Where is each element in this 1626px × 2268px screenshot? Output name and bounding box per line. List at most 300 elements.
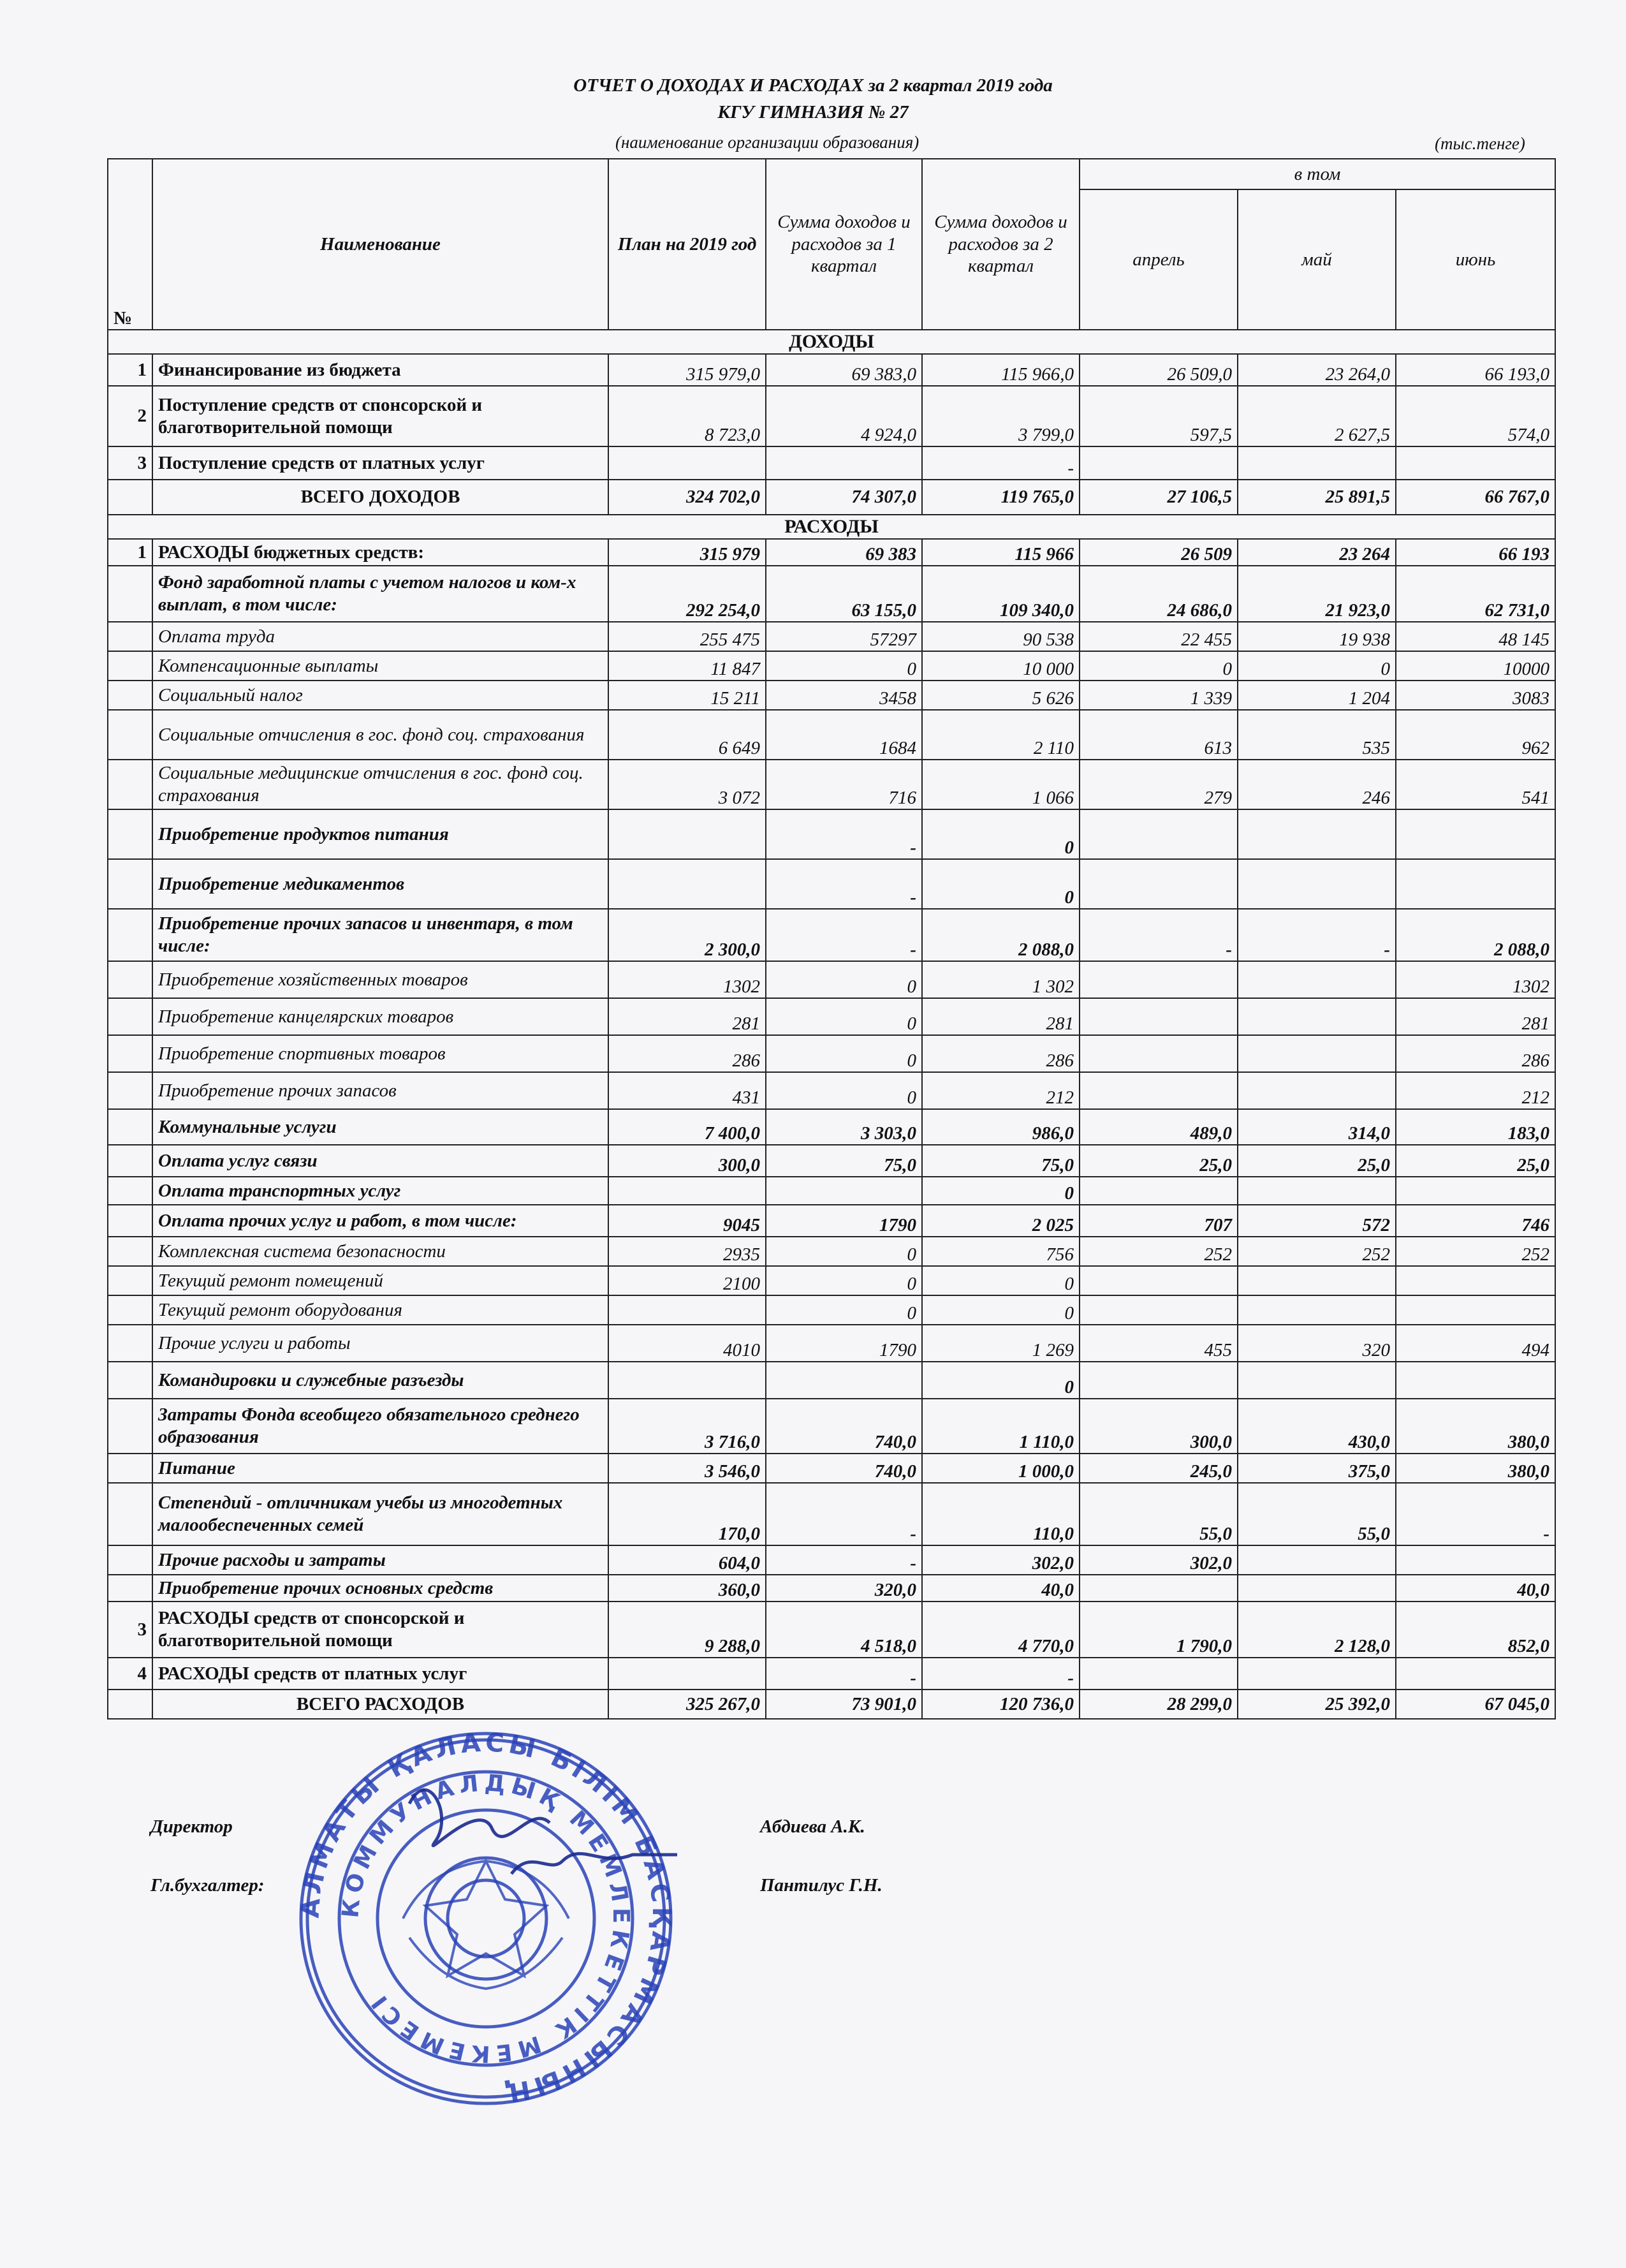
row-number [108, 1454, 152, 1483]
cell-q1 [766, 1177, 922, 1205]
cell-q2: 0 [922, 1362, 1080, 1399]
cell-apr [1080, 1177, 1238, 1205]
expense-row [108, 1325, 1555, 1362]
cell-jun: 62 731,0 [1396, 566, 1555, 622]
cell-plan: 2100 [608, 1266, 766, 1295]
income-total-q1: 74 307,0 [766, 480, 922, 515]
official-stamp [295, 1727, 677, 2110]
cell-q2: 1 066 [922, 760, 1080, 809]
cell-q1: 320,0 [766, 1575, 922, 1602]
cell-jun: - [1396, 1483, 1555, 1545]
cell-jun [1396, 446, 1555, 480]
cell-q1: 75,0 [766, 1145, 922, 1177]
row-number [108, 859, 152, 909]
cell-jun: 252 [1396, 1237, 1555, 1266]
cell-apr: 489,0 [1080, 1109, 1238, 1145]
row-number [108, 681, 152, 710]
row-number [108, 1109, 152, 1145]
cell-plan: 11 847 [608, 651, 766, 681]
cell-may [1238, 1295, 1396, 1325]
cell-may: 2 627,5 [1238, 386, 1396, 446]
cell-apr [1080, 961, 1238, 998]
cell-apr: 26 509,0 [1080, 354, 1238, 386]
cell-q1: 1790 [766, 1325, 922, 1362]
cell-jun: 494 [1396, 1325, 1555, 1362]
unit-label: (тыс.тенге) [1435, 134, 1525, 153]
row-number [108, 566, 152, 622]
income-total-row [108, 480, 1555, 515]
cell-q2: 1 269 [922, 1325, 1080, 1362]
cell-plan: 292 254,0 [608, 566, 766, 622]
row-name: Приобретение продуктов питания [152, 809, 608, 859]
cell-plan: 4010 [608, 1325, 766, 1362]
cell-apr [1080, 998, 1238, 1035]
row-name: Оплата услуг связи [152, 1145, 608, 1177]
cell-plan: 3 716,0 [608, 1399, 766, 1454]
cell-q2: 2 110 [922, 710, 1080, 760]
cell-jun: 66 193,0 [1396, 354, 1555, 386]
cell-jun: 541 [1396, 760, 1555, 809]
cell-q1: 69 383,0 [766, 354, 922, 386]
expense-total-row [108, 1690, 1555, 1719]
cell-plan: 1302 [608, 961, 766, 998]
cell-jun: 25,0 [1396, 1145, 1555, 1177]
expense-row [108, 1602, 1555, 1658]
row-name: Коммунальные услуги [152, 1109, 608, 1145]
cell-may: 430,0 [1238, 1399, 1396, 1454]
cell-apr: 707 [1080, 1205, 1238, 1237]
cell-plan [608, 1362, 766, 1399]
header-q2: Сумма доходов и расходов за 2 квартал [922, 159, 1080, 330]
cell-plan [608, 1295, 766, 1325]
income-total-jun: 66 767,0 [1396, 480, 1555, 515]
cell-may [1238, 1266, 1396, 1295]
row-name: Степендий - отличникам учебы из многодетных малообеспеченных семей [152, 1483, 608, 1545]
row-number [108, 1295, 152, 1325]
cell-apr [1080, 1035, 1238, 1072]
cell-jun: 48 145 [1396, 622, 1555, 651]
cell-plan [608, 1658, 766, 1690]
cell-q1 [766, 446, 922, 480]
cell-jun [1396, 1545, 1555, 1575]
cell-q1: 4 518,0 [766, 1602, 922, 1658]
cell-q1: 0 [766, 961, 922, 998]
income-section-label: ДОХОДЫ [108, 330, 1555, 354]
cell-plan: 9045 [608, 1205, 766, 1237]
cell-apr: 455 [1080, 1325, 1238, 1362]
cell-plan: 2935 [608, 1237, 766, 1266]
row-name: Оплата прочих услуг и работ, в том числе: [152, 1205, 608, 1237]
cell-jun: 746 [1396, 1205, 1555, 1237]
expense-row [108, 1072, 1555, 1109]
row-name: Компенсационные выплаты [152, 651, 608, 681]
cell-q1: 0 [766, 1035, 922, 1072]
cell-plan: 2 300,0 [608, 909, 766, 961]
income-total-may: 25 891,5 [1238, 480, 1396, 515]
cell-q2: 3 799,0 [922, 386, 1080, 446]
row-name: Фонд заработной платы с учетом налогов и ком-х выплат, в том числе: [152, 566, 608, 622]
cell-plan: 360,0 [608, 1575, 766, 1602]
cell-apr [1080, 1658, 1238, 1690]
row-number [108, 622, 152, 651]
cell-q2: 0 [922, 809, 1080, 859]
cell-q1: - [766, 1545, 922, 1575]
cell-may [1238, 998, 1396, 1035]
cell-may [1238, 1072, 1396, 1109]
row-name: Оплата транспортных услуг [152, 1177, 608, 1205]
row-name: РАСХОДЫ средств от платных услуг [152, 1658, 608, 1690]
expense-row [108, 1035, 1555, 1072]
expense-row [108, 1295, 1555, 1325]
cell-q2: 5 626 [922, 681, 1080, 710]
cell-plan: 315 979 [608, 539, 766, 566]
cell-may [1238, 961, 1396, 998]
cell-plan: 255 475 [608, 622, 766, 651]
row-number [108, 998, 152, 1035]
cell-q2: 986,0 [922, 1109, 1080, 1145]
accountant-name: Пантилус Г.Н. [760, 1875, 883, 1896]
cell-may: 1 204 [1238, 681, 1396, 710]
cell-q2: 2 025 [922, 1205, 1080, 1237]
header-no: № [108, 159, 152, 330]
cell-jun: 286 [1396, 1035, 1555, 1072]
report-title: ОТЧЕТ О ДОХОДАХ И РАСХОДАХ за 2 квартал 2019 года [573, 75, 1053, 96]
expense-row [108, 1362, 1555, 1399]
stamp-outer-text: АЛМАТЫ ҚАЛАСЫ БІЛІМ БАСҚАРМАСЫНЫҢ [295, 1728, 677, 2109]
cell-may: 23 264,0 [1238, 354, 1396, 386]
cell-q2: 109 340,0 [922, 566, 1080, 622]
cell-may [1238, 1658, 1396, 1690]
expense-row [108, 998, 1555, 1035]
row-name: Командировки и служебные разъезды [152, 1362, 608, 1399]
cell-plan: 431 [608, 1072, 766, 1109]
row-number [108, 909, 152, 961]
row-name: Финансирование из бюджета [152, 354, 608, 386]
cell-plan: 170,0 [608, 1483, 766, 1545]
row-number [108, 1362, 152, 1399]
row-name: Приобретение прочих запасов и инвентаря, в том числе: [152, 909, 608, 961]
cell-may: 375,0 [1238, 1454, 1396, 1483]
organization-name: КГУ ГИМНАЗИЯ № 27 [717, 102, 909, 122]
row-number [108, 1072, 152, 1109]
row-number [108, 1483, 152, 1545]
expense-row [108, 1177, 1555, 1205]
cell-may [1238, 809, 1396, 859]
cell-q1: 3 303,0 [766, 1109, 922, 1145]
row-number: 2 [108, 386, 152, 446]
income-section [108, 330, 1555, 354]
cell-may [1238, 446, 1396, 480]
cell-may: 572 [1238, 1205, 1396, 1237]
expense-row [108, 1658, 1555, 1690]
cell-q2: 90 538 [922, 622, 1080, 651]
row-number [108, 1266, 152, 1295]
row-name: Оплата труда [152, 622, 608, 651]
cell-q1: 1790 [766, 1205, 922, 1237]
cell-plan: 3 546,0 [608, 1454, 766, 1483]
cell-jun: 66 193 [1396, 539, 1555, 566]
cell-plan: 315 979,0 [608, 354, 766, 386]
row-name: РАСХОДЫ средств от спонсорской и благотворительной помощи [152, 1602, 608, 1658]
cell-q1: - [766, 1483, 922, 1545]
expense-row [108, 622, 1555, 651]
row-number [108, 1690, 152, 1719]
cell-plan: 281 [608, 998, 766, 1035]
cell-q2: - [922, 1658, 1080, 1690]
cell-jun [1396, 1362, 1555, 1399]
expense-row [108, 1454, 1555, 1483]
cell-plan: 7 400,0 [608, 1109, 766, 1145]
cell-plan: 8 723,0 [608, 386, 766, 446]
cell-apr [1080, 809, 1238, 859]
cell-jun: 852,0 [1396, 1602, 1555, 1658]
row-name: Питание [152, 1454, 608, 1483]
cell-jun [1396, 809, 1555, 859]
cell-jun: 380,0 [1396, 1454, 1555, 1483]
cell-q2: 115 966,0 [922, 354, 1080, 386]
expense-row [108, 1575, 1555, 1602]
row-number [108, 961, 152, 998]
cell-apr [1080, 1295, 1238, 1325]
cell-may [1238, 1177, 1396, 1205]
row-name: Приобретение медикаментов [152, 859, 608, 909]
cell-jun: 1302 [1396, 961, 1555, 998]
cell-q2: 302,0 [922, 1545, 1080, 1575]
row-name: Социальный налог [152, 681, 608, 710]
cell-q1 [766, 1362, 922, 1399]
cell-q2: 2 088,0 [922, 909, 1080, 961]
director-name: Абдиева А.К. [760, 1816, 865, 1837]
cell-apr: 300,0 [1080, 1399, 1238, 1454]
row-number: 3 [108, 1602, 152, 1658]
expense-row [108, 1483, 1555, 1545]
cell-plan: 286 [608, 1035, 766, 1072]
row-name: Текущий ремонт помещений [152, 1266, 608, 1295]
cell-q1: - [766, 1658, 922, 1690]
header-may: май [1238, 189, 1396, 330]
row-name: Комплексная система безопасности [152, 1237, 608, 1266]
cell-q1: 740,0 [766, 1399, 922, 1454]
cell-q1: - [766, 909, 922, 961]
cell-q1: 716 [766, 760, 922, 809]
expense-row [108, 651, 1555, 681]
cell-q2: 10 000 [922, 651, 1080, 681]
income-row [108, 354, 1555, 386]
header-jun: июнь [1396, 189, 1555, 330]
cell-q1: 0 [766, 651, 922, 681]
row-number [108, 1205, 152, 1237]
cell-q2: 1 000,0 [922, 1454, 1080, 1483]
expense-total-plan: 325 267,0 [608, 1690, 766, 1719]
cell-apr: 245,0 [1080, 1454, 1238, 1483]
expense-row [108, 1266, 1555, 1295]
cell-jun: 574,0 [1396, 386, 1555, 446]
cell-may: - [1238, 909, 1396, 961]
cell-q2: 212 [922, 1072, 1080, 1109]
cell-q2: 4 770,0 [922, 1602, 1080, 1658]
row-name: Текущий ремонт оборудования [152, 1295, 608, 1325]
expense-row [108, 1145, 1555, 1177]
cell-apr: 252 [1080, 1237, 1238, 1266]
cell-apr [1080, 1266, 1238, 1295]
cell-q2: 0 [922, 1266, 1080, 1295]
cell-apr: 24 686,0 [1080, 566, 1238, 622]
row-name: Приобретение хозяйственных товаров [152, 961, 608, 998]
expense-row [108, 1109, 1555, 1145]
cell-q2: 75,0 [922, 1145, 1080, 1177]
cell-plan: 9 288,0 [608, 1602, 766, 1658]
cell-jun: 10000 [1396, 651, 1555, 681]
cell-q2: 0 [922, 859, 1080, 909]
expense-row [108, 909, 1555, 961]
expense-row [108, 1399, 1555, 1454]
cell-q1: 740,0 [766, 1454, 922, 1483]
expense-row [108, 809, 1555, 859]
expense-total-jun: 67 045,0 [1396, 1690, 1555, 1719]
expense-row [108, 681, 1555, 710]
cell-jun [1396, 1266, 1555, 1295]
cell-may [1238, 859, 1396, 909]
cell-apr: - [1080, 909, 1238, 961]
cell-plan: 15 211 [608, 681, 766, 710]
cell-apr: 22 455 [1080, 622, 1238, 651]
cell-q1: - [766, 859, 922, 909]
header-incl: в том [1080, 159, 1555, 189]
cell-may: 320 [1238, 1325, 1396, 1362]
expense-total-may: 25 392,0 [1238, 1690, 1396, 1719]
cell-may: 246 [1238, 760, 1396, 809]
cell-jun: 380,0 [1396, 1399, 1555, 1454]
row-number [108, 1399, 152, 1454]
row-number [108, 1237, 152, 1266]
cell-apr: 302,0 [1080, 1545, 1238, 1575]
cell-jun [1396, 1295, 1555, 1325]
expense-row [108, 1205, 1555, 1237]
row-name: Затраты Фонда всеобщего обязательного среднего образования [152, 1399, 608, 1454]
expense-row [108, 1237, 1555, 1266]
cell-may: 2 128,0 [1238, 1602, 1396, 1658]
expense-total-label: ВСЕГО РАСХОДОВ [152, 1690, 608, 1719]
row-name: Поступление средств от спонсорской и благотворительной помощи [152, 386, 608, 446]
cell-apr: 613 [1080, 710, 1238, 760]
cell-may [1238, 1545, 1396, 1575]
cell-jun: 183,0 [1396, 1109, 1555, 1145]
cell-q1: 0 [766, 1266, 922, 1295]
cell-q1: 57297 [766, 622, 922, 651]
cell-apr [1080, 859, 1238, 909]
header-q1: Сумма доходов и расходов за 1 квартал [766, 159, 922, 330]
income-total-label: ВСЕГО ДОХОДОВ [152, 480, 608, 515]
cell-jun: 281 [1396, 998, 1555, 1035]
cell-may [1238, 1362, 1396, 1399]
cell-apr [1080, 446, 1238, 480]
row-number: 4 [108, 1658, 152, 1690]
row-number [108, 809, 152, 859]
income-total-q2: 119 765,0 [922, 480, 1080, 515]
cell-apr: 55,0 [1080, 1483, 1238, 1545]
cell-q1: 3458 [766, 681, 922, 710]
cell-q2: 0 [922, 1177, 1080, 1205]
expense-row [108, 1545, 1555, 1575]
expense-row [108, 859, 1555, 909]
cell-apr [1080, 1362, 1238, 1399]
cell-apr: 597,5 [1080, 386, 1238, 446]
row-number [108, 1575, 152, 1602]
stamp-inner-text: КОММУНАЛДЫҚ МЕМЛЕКЕТТІК МЕКЕМЕСІ [337, 1770, 634, 2067]
income-total-apr: 27 106,5 [1080, 480, 1238, 515]
row-number [108, 760, 152, 809]
cell-q1: 69 383 [766, 539, 922, 566]
cell-plan [608, 859, 766, 909]
cell-plan: 6 649 [608, 710, 766, 760]
cell-apr: 0 [1080, 651, 1238, 681]
row-number: 1 [108, 539, 152, 566]
row-name: Социальные отчисления в гос. фонд соц. страхования [152, 710, 608, 760]
organization-caption: (наименование организации образования) [615, 133, 919, 152]
cell-jun: 40,0 [1396, 1575, 1555, 1602]
cell-jun: 3083 [1396, 681, 1555, 710]
row-number [108, 1325, 152, 1362]
expense-row [108, 760, 1555, 809]
row-name: Приобретение прочих запасов [152, 1072, 608, 1109]
row-name: Прочие услуги и работы [152, 1325, 608, 1362]
cell-plan: 3 072 [608, 760, 766, 809]
row-name: Приобретение канцелярских товаров [152, 998, 608, 1035]
cell-q1: 63 155,0 [766, 566, 922, 622]
row-number: 1 [108, 354, 152, 386]
cell-q2: 756 [922, 1237, 1080, 1266]
row-number [108, 651, 152, 681]
header-plan: План на 2019 год [608, 159, 766, 330]
cell-q2: 1 110,0 [922, 1399, 1080, 1454]
cell-plan [608, 809, 766, 859]
svg-text:КОММУНАЛДЫҚ МЕМЛЕКЕТТІК МЕКЕМЕ [337, 1770, 634, 2067]
cell-may: 25,0 [1238, 1145, 1396, 1177]
row-number [108, 480, 152, 515]
cell-apr: 1 790,0 [1080, 1602, 1238, 1658]
cell-jun [1396, 1658, 1555, 1690]
cell-may [1238, 1035, 1396, 1072]
cell-apr [1080, 1072, 1238, 1109]
director-label: Директор [150, 1816, 233, 1837]
cell-q2: - [922, 446, 1080, 480]
income-row [108, 446, 1555, 480]
cell-q1: - [766, 809, 922, 859]
expense-row [108, 566, 1555, 622]
cell-may: 21 923,0 [1238, 566, 1396, 622]
cell-q1: 4 924,0 [766, 386, 922, 446]
cell-apr: 1 339 [1080, 681, 1238, 710]
cell-may: 252 [1238, 1237, 1396, 1266]
cell-q2: 40,0 [922, 1575, 1080, 1602]
expense-row [108, 961, 1555, 998]
row-name: РАСХОДЫ бюджетных средств: [152, 539, 608, 566]
row-name: Приобретение прочих основных средств [152, 1575, 608, 1602]
cell-may: 19 938 [1238, 622, 1396, 651]
cell-q1: 0 [766, 1072, 922, 1109]
row-name: Приобретение спортивных товаров [152, 1035, 608, 1072]
row-number [108, 710, 152, 760]
expense-section [108, 515, 1555, 539]
cell-q2: 286 [922, 1035, 1080, 1072]
cell-q2: 0 [922, 1295, 1080, 1325]
cell-q1: 0 [766, 998, 922, 1035]
expense-section-label: РАСХОДЫ [108, 515, 1555, 539]
row-number [108, 1177, 152, 1205]
row-name: Прочие расходы и затраты [152, 1545, 608, 1575]
cell-may [1238, 1575, 1396, 1602]
cell-q1: 1684 [766, 710, 922, 760]
